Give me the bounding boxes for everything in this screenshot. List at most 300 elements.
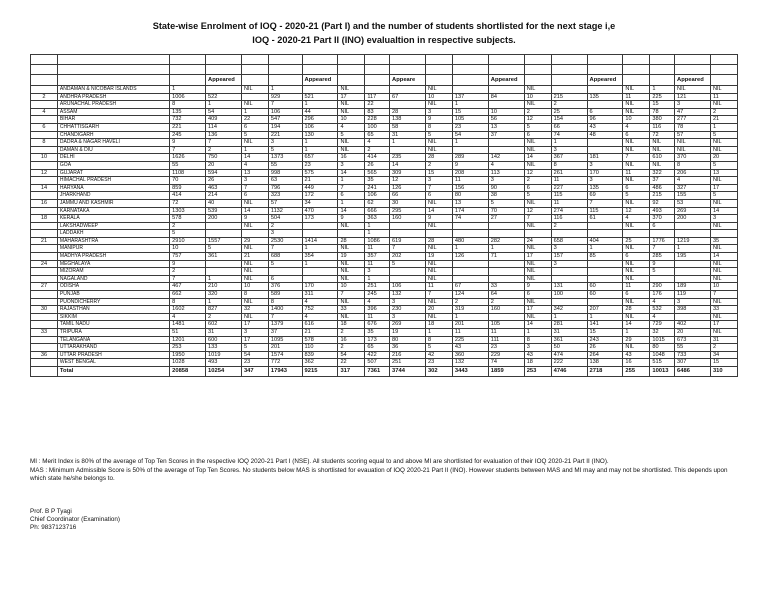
table-cell — [551, 55, 587, 65]
table-cell — [31, 222, 58, 230]
table-cell: 67 — [452, 283, 488, 291]
table-row — [31, 146, 738, 154]
table-cell: NIL — [241, 313, 268, 321]
table-cell: 827 — [206, 306, 242, 314]
table-cell: 1 — [675, 245, 711, 253]
table-cell: 10 — [623, 116, 650, 124]
table-cell — [390, 146, 426, 154]
table-cell: 2 — [488, 298, 524, 306]
table-cell: 105 — [488, 321, 524, 329]
table-cell: 137 — [452, 93, 488, 101]
document-title — [60, 20, 708, 47]
table-cell: 7 — [206, 139, 242, 147]
table-cell: 422 — [365, 351, 390, 359]
table-cell — [488, 101, 524, 109]
table-row — [31, 93, 738, 101]
table-cell: GOA — [57, 161, 169, 169]
table-cell: 1414 — [302, 237, 338, 245]
table-cell: NIL — [710, 245, 737, 253]
table-cell: NIL — [623, 260, 650, 268]
table-cell: 14 — [241, 207, 268, 215]
table-row — [31, 329, 738, 337]
table-cell: 2530 — [268, 237, 302, 245]
table-cell: 1602 — [170, 306, 206, 314]
table-cell — [623, 75, 650, 86]
table-cell: MAHARASHTRA — [57, 237, 169, 245]
table-cell — [452, 86, 488, 94]
table-cell: 3 — [365, 268, 390, 276]
table-row — [31, 177, 738, 185]
table-cell: 4 — [488, 161, 524, 169]
table-cell: NIL — [710, 275, 737, 283]
table-cell — [31, 131, 58, 139]
table-cell: 11 — [365, 313, 390, 321]
table-cell: 174 — [452, 207, 488, 215]
table-cell: 7 — [710, 291, 737, 299]
table-cell — [710, 55, 737, 65]
table-cell: 6 — [623, 253, 650, 261]
table-cell: 3 — [488, 177, 524, 185]
table-cell: 54 — [452, 131, 488, 139]
table-cell: 5 — [710, 161, 737, 169]
table-cell — [31, 55, 58, 65]
table-cell: 363 — [365, 215, 390, 223]
table-cell: 28 — [623, 306, 650, 314]
table-cell: Appeared — [302, 75, 338, 86]
table-cell: 133 — [206, 344, 242, 352]
table-cell: 16 — [338, 336, 365, 344]
table-cell: NIL — [338, 101, 365, 109]
table-row — [31, 215, 738, 223]
table-cell — [710, 65, 737, 75]
table-cell: NIL — [710, 177, 737, 185]
table-cell: NIL — [241, 298, 268, 306]
table-cell: 2 — [31, 93, 58, 101]
table-cell: 662 — [170, 291, 206, 299]
table-cell: TAMIL NADU — [57, 321, 169, 329]
blank-row — [31, 55, 738, 65]
table-cell: 859 — [170, 184, 206, 192]
table-cell: DELHI — [57, 154, 169, 162]
table-cell: ANDAMAN & NICOBAR ISLANDS — [57, 86, 169, 94]
table-cell — [241, 55, 268, 65]
table-cell: 210 — [206, 283, 242, 291]
table-cell: NIL — [710, 260, 737, 268]
table-cell: 2 — [268, 222, 302, 230]
table-cell: 3 — [675, 101, 711, 109]
table-cell: 3744 — [390, 366, 426, 376]
table-cell: 347 — [241, 366, 268, 376]
table-cell: 110 — [302, 344, 338, 352]
table-cell: 208 — [452, 169, 488, 177]
table-cell: ODISHA — [57, 283, 169, 291]
table-cell: 5 — [206, 245, 242, 253]
table-cell — [488, 260, 524, 268]
table-cell: NIL — [623, 275, 650, 283]
table-cell: 200 — [675, 215, 711, 223]
table-cell: MEGHALAYA — [57, 260, 169, 268]
table-cell — [206, 222, 242, 230]
table-cell: 17 — [524, 253, 551, 261]
table-cell: 2 — [170, 222, 206, 230]
table-cell — [452, 268, 488, 276]
table-cell: 504 — [268, 215, 302, 223]
table-cell — [551, 65, 587, 75]
table-cell: 2 — [365, 146, 390, 154]
table-cell: 752 — [302, 306, 338, 314]
table-cell — [302, 268, 338, 276]
table-cell: 92 — [650, 199, 675, 207]
table-cell: 27 — [31, 283, 58, 291]
table-cell — [31, 230, 58, 238]
table-cell — [31, 268, 58, 276]
table-cell: 15 — [452, 108, 488, 116]
table-cell: 290 — [650, 283, 675, 291]
table-cell: 398 — [675, 306, 711, 314]
table-cell: NIL — [623, 313, 650, 321]
table-cell: NIL — [241, 139, 268, 147]
table-cell: 70 — [488, 207, 524, 215]
table-cell: 5 — [650, 268, 675, 276]
table-cell: 7 — [170, 275, 206, 283]
table-cell: 130 — [302, 131, 338, 139]
table-cell: 17 — [710, 321, 737, 329]
table-cell: 5 — [338, 131, 365, 139]
table-cell: 8 — [551, 161, 587, 169]
table-cell: 83 — [365, 108, 390, 116]
signatory-phone: Ph: 9837123716 — [30, 524, 77, 531]
table-cell: 23 — [452, 123, 488, 131]
table-cell: NIL — [524, 146, 551, 154]
table-cell: 7 — [338, 291, 365, 299]
table-cell — [488, 139, 524, 147]
table-cell: 1006 — [170, 93, 206, 101]
table-cell: NIL — [650, 146, 675, 154]
table-cell: 470 — [302, 207, 338, 215]
table-cell: NIL — [425, 101, 452, 109]
table-cell: 1 — [425, 329, 452, 337]
table-cell: 241 — [365, 184, 390, 192]
table-row — [31, 161, 738, 169]
table-cell: 4 — [170, 313, 206, 321]
table-cell: 173 — [365, 336, 390, 344]
table-cell: 200 — [206, 215, 242, 223]
table-cell: 602 — [206, 321, 242, 329]
table-cell: NIL — [623, 298, 650, 306]
table-cell: 106 — [268, 108, 302, 116]
table-cell: 757 — [170, 253, 206, 261]
table-cell: 172 — [302, 192, 338, 200]
table-cell: 3 — [551, 260, 587, 268]
table-cell: 1400 — [268, 306, 302, 314]
table-cell: 11 — [452, 329, 488, 337]
table-cell: 8 — [425, 336, 452, 344]
table-cell: 58 — [390, 123, 426, 131]
table-cell: 302 — [425, 366, 452, 376]
table-cell: 19 — [425, 253, 452, 261]
table-cell: 6 — [623, 291, 650, 299]
table-cell: 578 — [170, 215, 206, 223]
table-cell: 70 — [170, 177, 206, 185]
table-cell: 474 — [551, 351, 587, 359]
table-cell: 376 — [268, 283, 302, 291]
table-cell: 1379 — [268, 321, 302, 329]
table-cell: NIL — [623, 146, 650, 154]
table-cell: 115 — [551, 192, 587, 200]
table-cell: 1 — [302, 139, 338, 147]
table-cell: 44 — [302, 108, 338, 116]
table-cell: 1219 — [675, 237, 711, 245]
table-cell: NIL — [710, 268, 737, 276]
table-cell: 14 — [31, 184, 58, 192]
table-cell: 2 — [338, 344, 365, 352]
table-cell: 10 — [524, 93, 551, 101]
table-cell: JAMMU AND KASHMIR — [57, 199, 169, 207]
table-cell — [206, 55, 242, 65]
table-cell: 36 — [390, 344, 426, 352]
table-cell — [206, 86, 242, 94]
table-cell: 78 — [650, 108, 675, 116]
table-cell: NIL — [623, 245, 650, 253]
table-cell: 116 — [551, 215, 587, 223]
table-cell: 35 — [365, 329, 390, 337]
table-cell — [452, 146, 488, 154]
table-cell: 3 — [390, 313, 426, 321]
table-cell: 65 — [365, 131, 390, 139]
table-cell: NIL — [338, 108, 365, 116]
table-cell: 1 — [338, 177, 365, 185]
table-cell — [488, 146, 524, 154]
table-cell: 3 — [425, 177, 452, 185]
table-cell: 2718 — [587, 366, 623, 376]
table-cell — [31, 336, 58, 344]
table-row — [31, 184, 738, 192]
table-row — [31, 359, 738, 367]
table-cell: 216 — [390, 351, 426, 359]
table-cell: NIL — [425, 86, 452, 94]
table-cell — [365, 75, 390, 86]
table-cell: 38 — [488, 192, 524, 200]
table-cell: JHARKHAND — [57, 192, 169, 200]
signature-block — [30, 508, 120, 532]
table-cell: 214 — [206, 192, 242, 200]
table-cell: 253 — [170, 344, 206, 352]
table-cell: 85 — [587, 253, 623, 261]
table-cell: GUJARAT — [57, 169, 169, 177]
table-cell: 4 — [650, 298, 675, 306]
table-cell: 90 — [488, 184, 524, 192]
table-cell: 8 — [31, 139, 58, 147]
table-cell: 25 — [623, 237, 650, 245]
table-cell: 1 — [623, 329, 650, 337]
table-cell: 20858 — [170, 366, 206, 376]
table-cell: 14 — [241, 154, 268, 162]
table-cell: 229 — [488, 351, 524, 359]
table-cell: 18 — [425, 321, 452, 329]
table-cell: 29 — [241, 237, 268, 245]
table-cell: 1 — [551, 139, 587, 147]
table-cell: 1 — [206, 298, 242, 306]
table-cell: DAMAN & DIU — [57, 146, 169, 154]
table-cell — [31, 253, 58, 261]
table-cell: 2910 — [170, 237, 206, 245]
table-cell: 66 — [551, 123, 587, 131]
table-cell: 9215 — [302, 366, 338, 376]
table-cell: 9 — [338, 215, 365, 223]
table-cell: 170 — [302, 283, 338, 291]
table-cell: 610 — [650, 154, 675, 162]
table-cell: 8 — [425, 123, 452, 131]
table-cell: 63 — [268, 177, 302, 185]
table-cell: 310 — [710, 366, 737, 376]
table-cell: NIL — [425, 222, 452, 230]
table-cell: NIL — [425, 268, 452, 276]
table-cell — [675, 275, 711, 283]
table-cell: BIHAR — [57, 116, 169, 124]
table-cell: PUNJAB — [57, 291, 169, 299]
table-cell: 11 — [710, 93, 737, 101]
table-cell — [587, 139, 623, 147]
table-cell: 21 — [302, 177, 338, 185]
table-cell: NIL — [338, 146, 365, 154]
table-cell: 138 — [587, 359, 623, 367]
table-cell: NIL — [338, 298, 365, 306]
table-cell: 463 — [206, 184, 242, 192]
table-cell: UTTAR PRADESH — [57, 351, 169, 359]
table-cell: 160 — [390, 215, 426, 223]
table-cell: 12 — [524, 207, 551, 215]
table-cell: 342 — [551, 306, 587, 314]
table-cell: 23 — [425, 359, 452, 367]
table-cell: 1095 — [268, 336, 302, 344]
table-cell: 354 — [302, 253, 338, 261]
table-cell — [390, 101, 426, 109]
table-cell: NIL — [675, 86, 711, 94]
table-cell: 2 — [524, 108, 551, 116]
table-cell: 6 — [623, 131, 650, 139]
table-cell: 7 — [425, 291, 452, 299]
table-cell: 658 — [551, 237, 587, 245]
table-cell — [302, 222, 338, 230]
table-cell: NIL — [623, 139, 650, 147]
table-cell: NIL — [710, 86, 737, 94]
table-cell: 17943 — [268, 366, 302, 376]
table-cell: 10 — [31, 154, 58, 162]
table-cell: 493 — [206, 359, 242, 367]
table-cell: NIL — [675, 146, 711, 154]
table-cell: 750 — [206, 154, 242, 162]
table-row — [31, 192, 738, 200]
table-cell: 78 — [675, 123, 711, 131]
table-cell: 19 — [338, 253, 365, 261]
table-cell: 402 — [675, 321, 711, 329]
table-cell — [524, 230, 551, 238]
table-cell: 264 — [587, 351, 623, 359]
table-cell: 1557 — [206, 237, 242, 245]
table-cell: 43 — [524, 351, 551, 359]
table-cell: 29 — [623, 336, 650, 344]
table-cell: 619 — [390, 237, 426, 245]
table-cell: 50 — [551, 344, 587, 352]
table-cell: KARNATAKA — [57, 207, 169, 215]
table-cell: 7 — [587, 199, 623, 207]
table-cell: 1 — [390, 139, 426, 147]
table-cell: 9 — [452, 161, 488, 169]
table-cell: 10013 — [650, 366, 675, 376]
table-cell: 14 — [390, 161, 426, 169]
table-cell — [268, 75, 302, 86]
table-cell: WEST BENGAL — [57, 359, 169, 367]
table-cell: 323 — [268, 192, 302, 200]
table-cell: 13 — [710, 169, 737, 177]
table-row — [31, 253, 738, 261]
table-cell: 1 — [206, 275, 242, 283]
table-cell: 1 — [488, 245, 524, 253]
table-cell: 14 — [338, 207, 365, 215]
table-cell: 11 — [551, 177, 587, 185]
table-cell: NIL — [241, 245, 268, 253]
table-cell: NIL — [650, 161, 675, 169]
table-cell: 2 — [551, 222, 587, 230]
table-cell: 69 — [587, 192, 623, 200]
table-cell: 575 — [302, 169, 338, 177]
table-cell: 74 — [551, 131, 587, 139]
table-cell: 1303 — [170, 207, 206, 215]
table-cell: 261 — [551, 169, 587, 177]
table-cell — [623, 230, 650, 238]
table-cell: 16 — [31, 199, 58, 207]
table-cell — [650, 55, 675, 65]
table-cell: 9 — [650, 260, 675, 268]
table-cell: 33 — [710, 306, 737, 314]
table-row — [31, 101, 738, 109]
signatory-designation: Chief Coordinator (Examination) — [30, 516, 120, 523]
table-cell: 43 — [452, 344, 488, 352]
table-cell: 65 — [365, 344, 390, 352]
table-cell: 56 — [488, 116, 524, 124]
table-cell: 1 — [365, 222, 390, 230]
table-cell: 6 — [524, 184, 551, 192]
table-cell: 5 — [268, 146, 302, 154]
table-cell: 6 — [241, 192, 268, 200]
table-cell: 35 — [365, 177, 390, 185]
table-cell: 48 — [587, 131, 623, 139]
table-cell: 666 — [365, 207, 390, 215]
table-row — [31, 169, 738, 177]
table-cell: NIL — [710, 329, 737, 337]
table-cell: 4746 — [551, 366, 587, 376]
table-cell — [623, 55, 650, 65]
table-cell: NIL — [425, 139, 452, 147]
table-cell: NIL — [710, 199, 737, 207]
table-cell: NIL — [241, 268, 268, 276]
table-cell: 9 — [170, 260, 206, 268]
table-cell: 17 — [241, 336, 268, 344]
table-cell: 3 — [338, 161, 365, 169]
table-cell: 21 — [302, 329, 338, 337]
table-cell: LADDAKH — [57, 230, 169, 238]
table-cell: 55 — [268, 161, 302, 169]
table-cell: 282 — [488, 237, 524, 245]
table-row — [31, 283, 738, 291]
table-cell: 3 — [587, 177, 623, 185]
table-cell — [206, 65, 242, 75]
note-mi: MI : Merit Index is 80% of the average of Top Ten Scores in the respective IOQ 2020-21 Part I (NSE). All students scoring equal to and above MI are shortlisted for evaluation of their IOQ 2020-21 Part II (INO). — [30, 458, 609, 465]
table-cell: 121 — [675, 93, 711, 101]
table-cell: Total — [57, 366, 169, 376]
table-cell — [241, 75, 268, 86]
table-cell — [302, 86, 338, 94]
